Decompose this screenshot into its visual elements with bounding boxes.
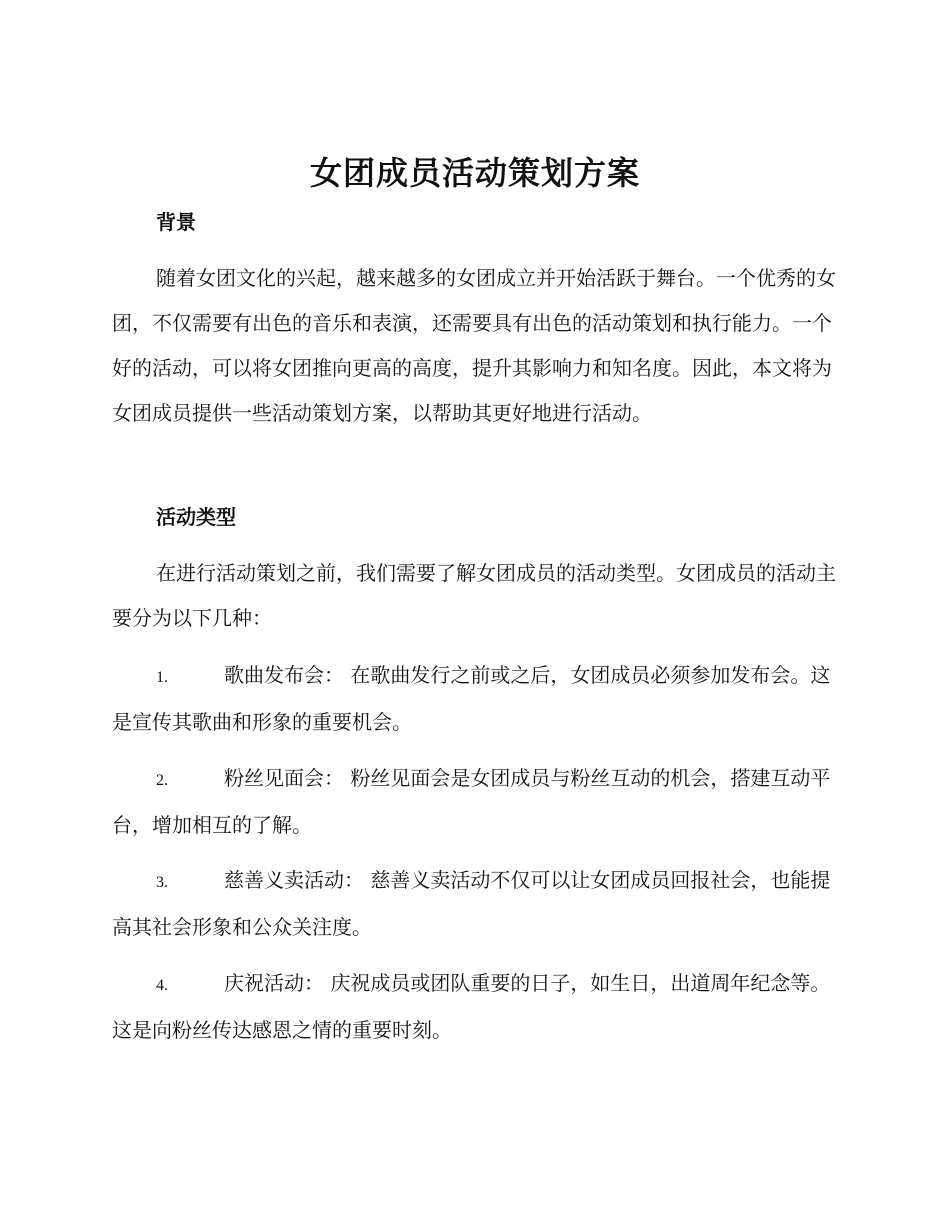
section-heading-background: 背景 bbox=[156, 210, 196, 234]
document-title: 女团成员活动策划方案 bbox=[309, 154, 640, 192]
activity-types-intro-paragraph: 在进行活动策划之前，我们需要了解女团成员的活动类型。女团成员的活动主要分为以下几种： bbox=[112, 561, 836, 630]
list-number: 1. bbox=[156, 669, 168, 686]
list-number: 2. bbox=[156, 772, 168, 789]
section-heading-activity-types: 活动类型 bbox=[156, 505, 236, 529]
list-item-celebration bbox=[112, 961, 840, 1053]
list-item-charity-sale bbox=[112, 858, 840, 950]
list-item-text: 粉丝见面会： 粉丝见面会是女团成员与粉丝互动的机会，搭建互动平台，增加相互的了解。 bbox=[112, 766, 831, 837]
list-number: 4. bbox=[156, 977, 168, 994]
list-item-text: 慈善义卖活动： 慈善义卖活动不仅可以让女团成员回报社会，也能提高其社会形象和公众关注度。 bbox=[112, 868, 831, 939]
list-number: 3. bbox=[156, 874, 168, 891]
list-item-text: 庆祝活动： 庆祝成员或团队重要的日子，如生日，出道周年纪念等。这是向粉丝传达感恩之情的重要时刻。 bbox=[112, 971, 831, 1042]
list-item-text: 歌曲发布会： 在歌曲发行之前或之后，女团成员必须参加发布会。这是宣传其歌曲和形象的重要机会。 bbox=[112, 663, 831, 734]
list-item-press-conference bbox=[112, 653, 840, 745]
background-paragraph: 随着女团文化的兴起，越来越多的女团成立并开始活跃于舞台。一个优秀的女团，不仅需要有出色的音乐和表演，还需要具有出色的活动策划和执行能力。一个好的活动，可以将女团推向更高的高度，提升其影响力和知名度。因此，本文将为女团成员提供一些活动策划方案，以帮助其更好地进行活动。 bbox=[112, 266, 836, 425]
list-item-fan-meeting bbox=[112, 756, 840, 848]
